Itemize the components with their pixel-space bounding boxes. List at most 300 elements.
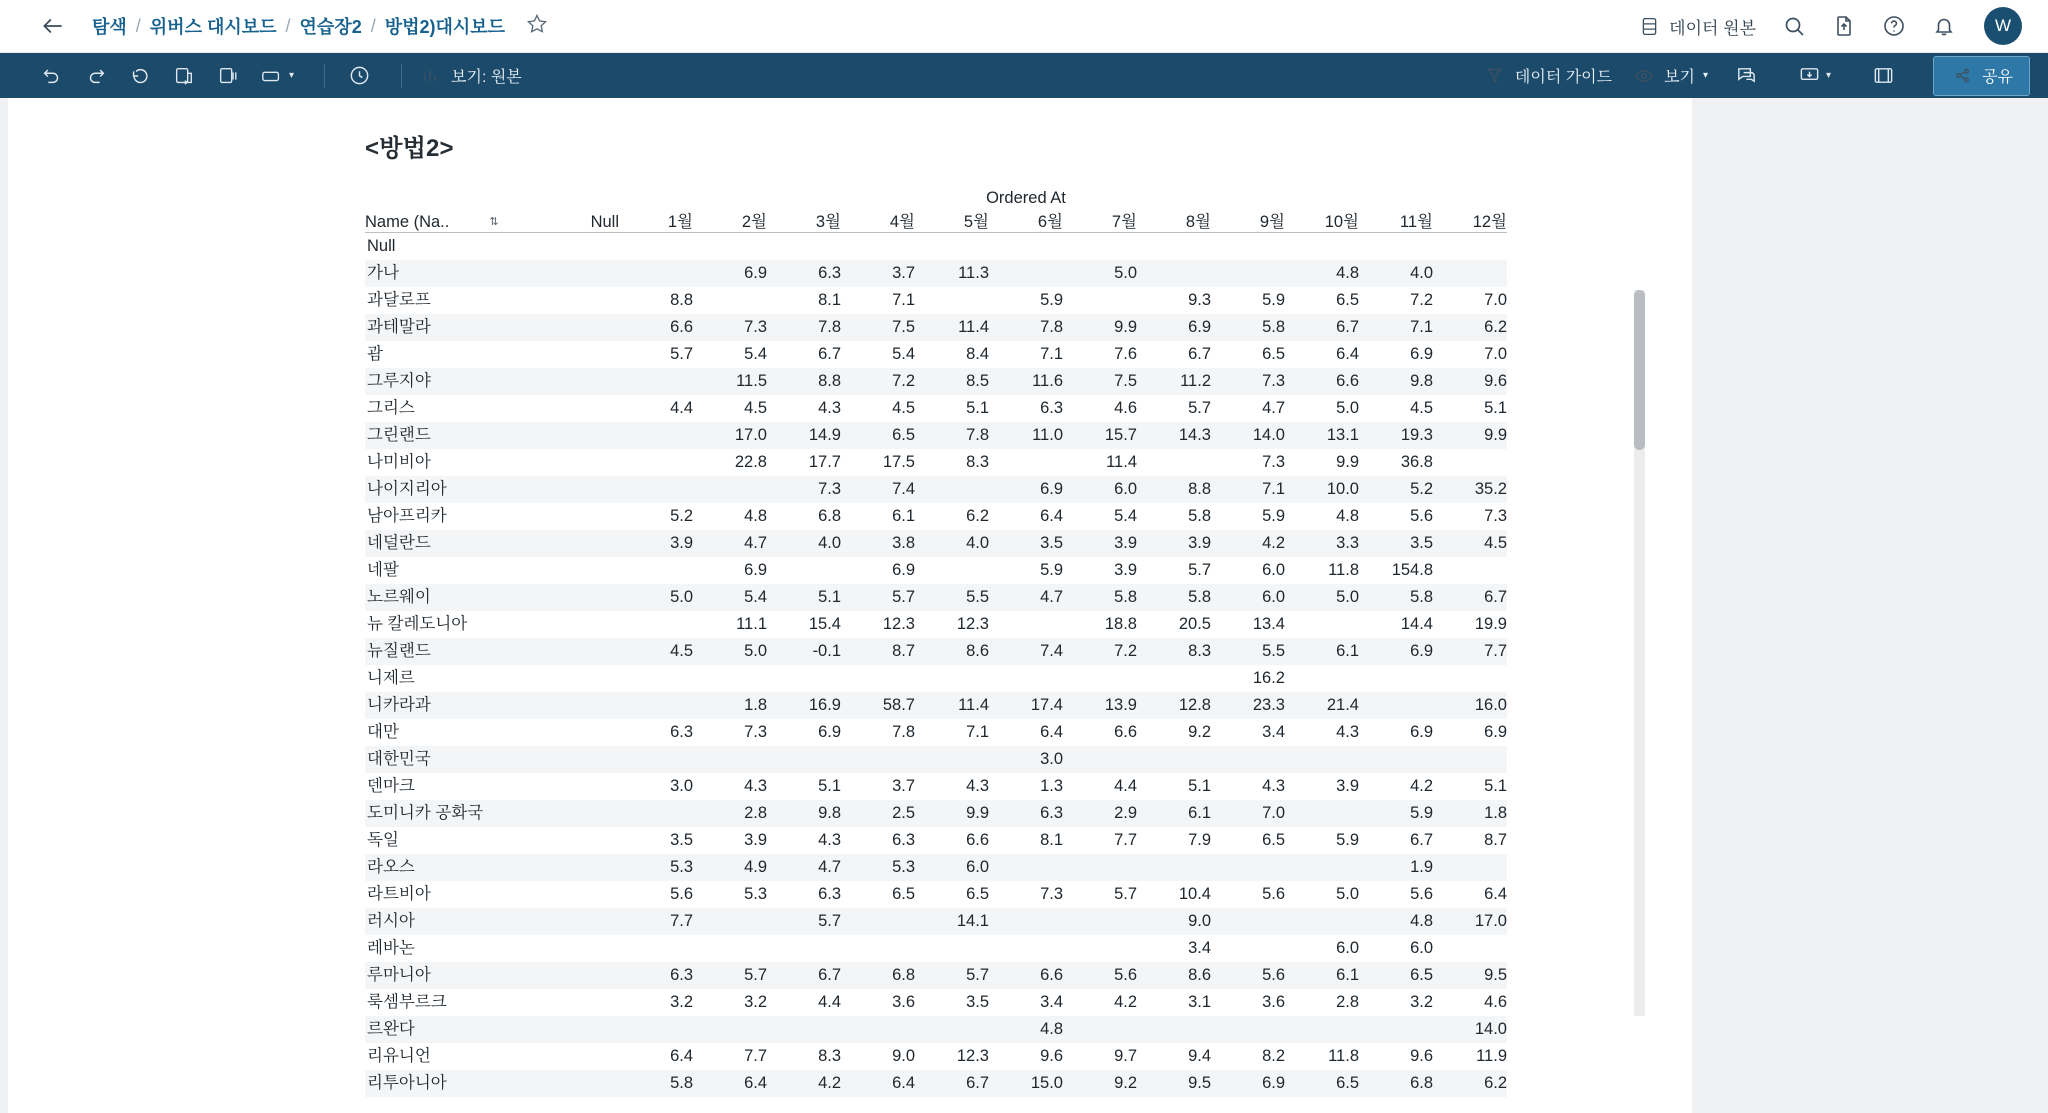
table-cell[interactable]: 17.4 [989,692,1063,719]
row-header-cell[interactable]: 룩셈부르크 [367,993,447,1011]
table-cell[interactable]: 6.6 [1285,368,1359,395]
table-cell[interactable] [841,665,915,692]
row-header-cell[interactable]: 네덜란드 [365,530,545,557]
table-cell[interactable]: 5.4 [744,345,767,363]
table-cell[interactable]: 17.7 [808,453,841,471]
row-header-cell[interactable]: 그린랜드 [365,422,545,449]
refresh-data-icon[interactable] [166,61,202,91]
table-cell[interactable]: 6.5 [966,885,989,903]
table-cell[interactable]: 6.9 [989,476,1063,503]
table-cell[interactable] [1211,908,1285,935]
table-cell[interactable]: 6.1 [1285,638,1359,665]
table-cell[interactable]: 5.7 [841,584,915,611]
table-cell[interactable] [545,989,619,1016]
table-cell[interactable]: 11.8 [1328,561,1359,579]
table-cell[interactable]: 3.9 [1114,561,1137,579]
table-cell[interactable] [767,233,841,261]
table-cell[interactable] [1063,746,1137,773]
table-cell[interactable]: 6.6 [966,831,989,849]
row-header-cell[interactable]: 나미비아 [367,453,431,471]
table-cell[interactable] [1211,854,1285,881]
table-cell[interactable]: 5.4 [693,584,767,611]
table-cell[interactable]: 6.9 [693,260,767,287]
table-cell[interactable]: 6.9 [892,561,915,579]
row-header-cell[interactable]: 루마니아 [365,962,545,989]
table-row[interactable] [365,314,1507,341]
table-cell[interactable]: 6.3 [670,723,693,741]
table-cell[interactable] [1285,746,1359,773]
table-cell[interactable]: 8.3 [818,1047,841,1065]
table-cell[interactable]: 11.3 [915,260,989,287]
table-cell[interactable]: 6.6 [989,962,1063,989]
table-cell[interactable]: 5.6 [1410,885,1433,903]
table-cell[interactable]: 6.0 [1211,584,1285,611]
table-cell[interactable] [1359,746,1433,773]
table-cell[interactable]: 5.8 [1188,507,1211,525]
column-header-jun[interactable]: 6월 [989,208,1063,233]
table-cell[interactable] [915,665,989,692]
table-cell[interactable]: 6.7 [1188,345,1211,363]
table-cell[interactable]: 5.6 [1410,507,1433,525]
table-cell[interactable]: 8.3 [1137,638,1211,665]
table-cell[interactable]: 5.6 [670,885,693,903]
row-header-cell[interactable]: 라오스 [365,854,545,881]
table-cell[interactable]: 8.7 [841,638,915,665]
table-cell[interactable] [767,746,841,773]
table-cell[interactable]: 4.5 [1433,530,1507,557]
table-cell[interactable] [545,557,619,584]
table-cell[interactable]: 1.8 [1433,800,1507,827]
row-header-cell[interactable]: 뉴 칼레도니아 [367,615,468,633]
table-cell[interactable] [1433,449,1507,476]
row-header-cell[interactable]: 라트비아 [367,885,431,903]
table-cell[interactable] [619,557,693,584]
breadcrumb-item-1[interactable]: 위버스 대시보드 [149,17,277,37]
table-cell[interactable] [619,800,693,827]
table-cell[interactable]: 11.0 [989,422,1063,449]
table-row[interactable] [365,773,1507,800]
table-row[interactable] [365,287,1507,314]
table-cell[interactable]: 3.0 [670,777,693,795]
table-cell[interactable]: 6.5 [1262,831,1285,849]
table-cell[interactable] [915,557,989,584]
table-cell[interactable]: 7.0 [1211,800,1285,827]
column-header-mar[interactable]: 3월 [767,208,841,233]
table-cell[interactable]: 15.0 [989,1070,1063,1097]
row-header-cell[interactable]: 뉴질랜드 [365,638,545,665]
table-row[interactable] [365,746,1507,773]
share-button[interactable] [1933,56,2030,96]
table-row[interactable] [365,611,1507,638]
table-cell[interactable] [1285,854,1359,881]
table-cell[interactable]: 5.9 [1040,291,1063,309]
row-header-cell[interactable]: 그리스 [367,399,415,417]
table-cell[interactable] [545,449,619,476]
table-cell[interactable] [1137,746,1211,773]
table-cell[interactable] [545,1070,619,1097]
table-cell[interactable] [619,476,693,503]
fullscreen-icon[interactable] [1865,61,1901,91]
table-cell[interactable]: 7.7 [1114,831,1137,849]
table-cell[interactable]: 3.7 [892,777,915,795]
table-cell[interactable] [545,1043,619,1070]
table-row[interactable] [365,395,1507,422]
table-cell[interactable] [545,314,619,341]
table-cell[interactable] [1285,800,1359,827]
table-cell[interactable] [841,908,915,935]
table-cell[interactable] [1137,260,1211,287]
table-cell[interactable]: 9.8 [1359,368,1433,395]
table-cell[interactable]: 7.7 [619,908,693,935]
table-cell[interactable]: 5.7 [767,908,841,935]
table-cell[interactable] [545,422,619,449]
table-cell[interactable]: 7.6 [1114,345,1137,363]
table-cell[interactable] [619,665,693,692]
table-cell[interactable]: 6.5 [1359,962,1433,989]
table-cell[interactable]: 8.3 [966,453,989,471]
table-cell[interactable]: 5.5 [915,584,989,611]
table-cell[interactable] [545,368,619,395]
table-cell[interactable]: 5.1 [767,584,841,611]
table-cell[interactable]: 5.3 [841,854,915,881]
table-cell[interactable] [1137,233,1211,261]
table-cell[interactable] [619,368,693,395]
table-cell[interactable]: 9.2 [1063,1070,1137,1097]
table-cell[interactable]: 6.3 [818,885,841,903]
back-arrow-icon[interactable] [38,11,68,41]
table-cell[interactable]: 6.5 [1285,1070,1359,1097]
table-cell[interactable]: 8.8 [767,368,841,395]
table-cell[interactable] [545,935,619,962]
table-row[interactable] [365,665,1507,692]
table-cell[interactable]: 1.3 [1040,777,1063,795]
table-row[interactable] [365,584,1507,611]
table-cell[interactable]: 3.7 [841,260,915,287]
table-cell[interactable] [619,692,693,719]
row-header-cell[interactable]: Null [367,237,396,255]
table-cell[interactable]: 9.3 [1188,291,1211,309]
table-cell[interactable]: 11.4 [915,692,989,719]
table-cell[interactable] [545,827,619,854]
table-cell[interactable]: 6.4 [1484,885,1507,903]
table-cell[interactable]: 4.2 [767,1070,841,1097]
table-cell[interactable]: 5.2 [670,507,693,525]
table-cell[interactable]: 6.7 [915,1070,989,1097]
table-cell[interactable]: 6.8 [841,962,915,989]
table-cell[interactable]: 7.1 [1040,345,1063,363]
row-header-cell[interactable]: 리유니언 [367,1047,431,1065]
table-cell[interactable]: 13.9 [1063,692,1137,719]
table-cell[interactable] [1063,233,1137,261]
table-cell[interactable] [1433,665,1507,692]
table-cell[interactable]: 8.8 [670,291,693,309]
table-cell[interactable] [545,962,619,989]
table-cell[interactable] [841,935,915,962]
table-cell[interactable]: 6.3 [892,831,915,849]
column-header-name[interactable] [365,208,545,233]
table-cell[interactable]: 5.3 [744,885,767,903]
table-cell[interactable]: 7.1 [966,723,989,741]
table-cell[interactable]: 6.1 [892,507,915,525]
data-source-button[interactable] [1637,14,1756,39]
row-header-cell[interactable]: 대한민국 [365,746,545,773]
table-cell[interactable]: 9.6 [1040,1047,1063,1065]
table-cell[interactable]: 6.0 [1410,939,1433,957]
table-row[interactable] [365,881,1507,908]
table-cell[interactable]: 4.7 [1262,399,1285,417]
table-cell[interactable]: 6.9 [818,723,841,741]
table-cell[interactable]: 7.1 [1359,314,1433,341]
row-header-cell[interactable]: 과달로프 [367,291,431,309]
table-cell[interactable]: 6.9 [1137,314,1211,341]
table-cell[interactable]: 4.5 [744,399,767,417]
table-cell[interactable]: 5.1 [1484,777,1507,795]
table-cell[interactable]: 2.8 [693,800,767,827]
undo-icon[interactable] [34,61,70,91]
table-cell[interactable]: 5.6 [1262,885,1285,903]
table-cell[interactable] [915,746,989,773]
comment-icon[interactable] [1728,61,1764,91]
table-cell[interactable]: 2.9 [1063,800,1137,827]
table-cell[interactable]: 5.7 [670,345,693,363]
table-cell[interactable]: 5.5 [1211,638,1285,665]
table-row[interactable] [365,989,1507,1016]
bell-icon[interactable] [1932,14,1956,38]
table-cell[interactable]: 8.7 [1484,831,1507,849]
table-cell[interactable]: 14.9 [767,422,841,449]
table-cell[interactable]: 10.0 [1285,476,1359,503]
table-cell[interactable]: 8.6 [915,638,989,665]
table-cell[interactable] [915,935,989,962]
table-cell[interactable]: 8.6 [1137,962,1211,989]
table-cell[interactable]: 5.4 [1114,507,1137,525]
table-cell[interactable]: 22.8 [734,453,767,471]
table-cell[interactable]: 18.8 [1104,615,1137,633]
row-header-cell[interactable]: 니제르 [367,669,415,687]
table-cell[interactable]: 4.2 [1114,993,1137,1011]
table-cell[interactable] [619,611,693,638]
table-cell[interactable]: 7.7 [1433,638,1507,665]
table-cell[interactable]: 8.1 [1040,831,1063,849]
table-cell[interactable]: 3.9 [744,831,767,849]
table-cell[interactable]: 3.9 [619,530,693,557]
table-cell[interactable]: 9.9 [915,800,989,827]
table-cell[interactable]: 7.8 [767,314,841,341]
table-cell[interactable]: 6.0 [915,854,989,881]
table-cell[interactable] [545,395,619,422]
table-row[interactable] [365,422,1507,449]
table-cell[interactable]: 16.9 [767,692,841,719]
table-cell[interactable]: 9.6 [1410,1047,1433,1065]
table-cell[interactable] [545,665,619,692]
table-cell[interactable]: 3.1 [1188,993,1211,1011]
table-cell[interactable]: 12.3 [956,1047,989,1065]
table-row[interactable] [365,800,1507,827]
column-header-jan[interactable]: 1월 [619,208,693,233]
table-cell[interactable]: 6.2 [1433,1070,1507,1097]
table-cell[interactable]: 9.9 [1063,314,1137,341]
table-cell[interactable]: 3.4 [1262,723,1285,741]
table-cell[interactable]: 154.8 [1391,561,1433,579]
column-header-apr[interactable]: 4월 [841,208,915,233]
table-cell[interactable] [1285,908,1359,935]
table-cell[interactable] [693,746,767,773]
table-cell[interactable]: 4.3 [818,399,841,417]
column-header-jul[interactable]: 7월 [1063,208,1137,233]
table-cell[interactable]: 13.4 [1252,615,1285,633]
table-cell[interactable]: 6.1 [1285,962,1359,989]
table-cell[interactable]: 6.8 [818,507,841,525]
table-cell[interactable]: 4.8 [1285,260,1359,287]
table-cell[interactable] [1285,1016,1359,1043]
table-cell[interactable] [619,422,693,449]
view-mode-button[interactable] [418,64,522,88]
table-cell[interactable]: 12.3 [882,615,915,633]
table-cell[interactable]: 4.7 [767,854,841,881]
table-cell[interactable] [1433,557,1507,584]
table-cell[interactable] [989,854,1063,881]
row-header-cell[interactable]: 리투아니아 [365,1070,545,1097]
table-cell[interactable]: 9.8 [767,800,841,827]
column-header-nov[interactable]: 11월 [1359,208,1433,233]
table-cell[interactable]: 8.2 [1262,1047,1285,1065]
table-cell[interactable]: 5.9 [1262,507,1285,525]
table-cell[interactable]: 7.2 [1063,638,1137,665]
table-cell[interactable]: 4.8 [989,1016,1063,1043]
table-cell[interactable]: 1.8 [693,692,767,719]
table-row[interactable] [365,1070,1507,1097]
table-cell[interactable]: 12.8 [1137,692,1211,719]
table-cell[interactable]: 7.4 [989,638,1063,665]
row-header-cell[interactable]: 그루지야 [365,368,545,395]
table-cell[interactable]: 3.5 [966,993,989,1011]
table-cell[interactable]: 5.0 [1336,885,1359,903]
table-row[interactable] [365,935,1507,962]
table-cell[interactable]: 3.6 [1262,993,1285,1011]
table-vertical-scrollbar[interactable] [1634,290,1645,1016]
table-cell[interactable]: 3.0 [989,746,1063,773]
table-cell[interactable] [693,233,767,261]
table-cell[interactable]: 17.0 [1433,908,1507,935]
table-cell[interactable]: 4.7 [693,530,767,557]
table-row[interactable] [365,1043,1507,1070]
table-cell[interactable]: 4.3 [1336,723,1359,741]
table-cell[interactable]: 17.0 [693,422,767,449]
table-cell[interactable]: 3.4 [1040,993,1063,1011]
table-row[interactable] [365,368,1507,395]
table-cell[interactable]: 3.6 [892,993,915,1011]
table-cell[interactable]: -0.1 [767,638,841,665]
table-cell[interactable]: 6.7 [1433,584,1507,611]
table-cell[interactable]: 14.0 [1211,422,1285,449]
row-header-cell[interactable]: 나이지리아 [365,476,545,503]
table-cell[interactable]: 8.5 [915,368,989,395]
table-cell[interactable] [545,341,619,368]
column-header-sep[interactable]: 9월 [1211,208,1285,233]
table-cell[interactable]: 5.0 [693,638,767,665]
table-cell[interactable] [693,935,767,962]
table-cell[interactable]: 4.4 [818,993,841,1011]
table-cell[interactable]: 16.0 [1433,692,1507,719]
table-cell[interactable]: 14.4 [1400,615,1433,633]
table-cell[interactable] [545,260,619,287]
table-cell[interactable]: 4.5 [892,399,915,417]
row-header-cell[interactable]: 니카라과 [365,692,545,719]
table-cell[interactable] [989,233,1063,261]
table-cell[interactable]: 5.8 [1063,584,1137,611]
table-cell[interactable] [619,1016,693,1043]
table-cell[interactable]: 6.2 [1433,314,1507,341]
table-cell[interactable]: 9.5 [1137,1070,1211,1097]
data-guide-button[interactable] [1483,64,1612,88]
table-cell[interactable] [1211,935,1285,962]
table-cell[interactable]: 4.6 [1114,399,1137,417]
table-cell[interactable] [545,503,619,530]
row-header-cell[interactable]: 르완다 [365,1016,545,1043]
table-cell[interactable] [767,935,841,962]
table-cell[interactable]: 6.3 [619,962,693,989]
table-row[interactable] [365,449,1507,476]
table-cell[interactable]: 11.9 [1476,1047,1507,1065]
table-cell[interactable]: 7.8 [892,723,915,741]
table-cell[interactable] [693,1016,767,1043]
table-cell[interactable] [545,1016,619,1043]
export-file-icon[interactable] [1832,14,1856,38]
table-cell[interactable] [915,1016,989,1043]
table-cell[interactable] [1211,1016,1285,1043]
table-cell[interactable]: 35.2 [1433,476,1507,503]
table-cell[interactable]: 6.0 [1336,939,1359,957]
table-cell[interactable]: 3.5 [670,831,693,849]
table-row[interactable] [365,854,1507,881]
table-cell[interactable]: 5.3 [619,854,693,881]
table-cell[interactable]: 4.0 [767,530,841,557]
table-cell[interactable]: 6.8 [1359,1070,1433,1097]
table-cell[interactable]: 5.0 [1336,399,1359,417]
sort-icon[interactable]: ⇅ [489,216,499,228]
table-cell[interactable]: 14.0 [1433,1016,1507,1043]
table-cell[interactable] [1137,854,1211,881]
table-cell[interactable]: 11.5 [693,368,767,395]
table-cell[interactable] [1433,260,1507,287]
table-cell[interactable]: 6.4 [1040,723,1063,741]
table-cell[interactable]: 36.8 [1400,453,1433,471]
table-cell[interactable] [1359,233,1433,261]
alerts-icon[interactable] [341,61,377,91]
table-cell[interactable]: 6.4 [1040,507,1063,525]
table-cell[interactable] [1211,260,1285,287]
table-cell[interactable]: 23.3 [1211,692,1285,719]
table-cell[interactable]: 14.3 [1137,422,1211,449]
table-cell[interactable]: 16.2 [1252,669,1285,687]
row-header-cell[interactable]: 노르웨이 [365,584,545,611]
row-header-cell[interactable]: 가나 [365,260,545,287]
table-row[interactable] [365,233,1507,261]
table-cell[interactable] [841,746,915,773]
device-preview-icon[interactable] [254,61,300,91]
table-cell[interactable]: 11.4 [1106,453,1137,471]
column-header-oct[interactable]: 10월 [1285,208,1359,233]
table-cell[interactable]: 13.1 [1285,422,1359,449]
column-header-aug[interactable]: 8월 [1137,208,1211,233]
search-icon[interactable] [1782,14,1806,38]
table-cell[interactable] [1433,233,1507,261]
table-cell[interactable]: 6.4 [670,1047,693,1065]
table-cell[interactable]: 3.9 [1336,777,1359,795]
table-cell[interactable] [619,260,693,287]
table-cell[interactable] [1137,665,1211,692]
table-cell[interactable] [1063,935,1137,962]
